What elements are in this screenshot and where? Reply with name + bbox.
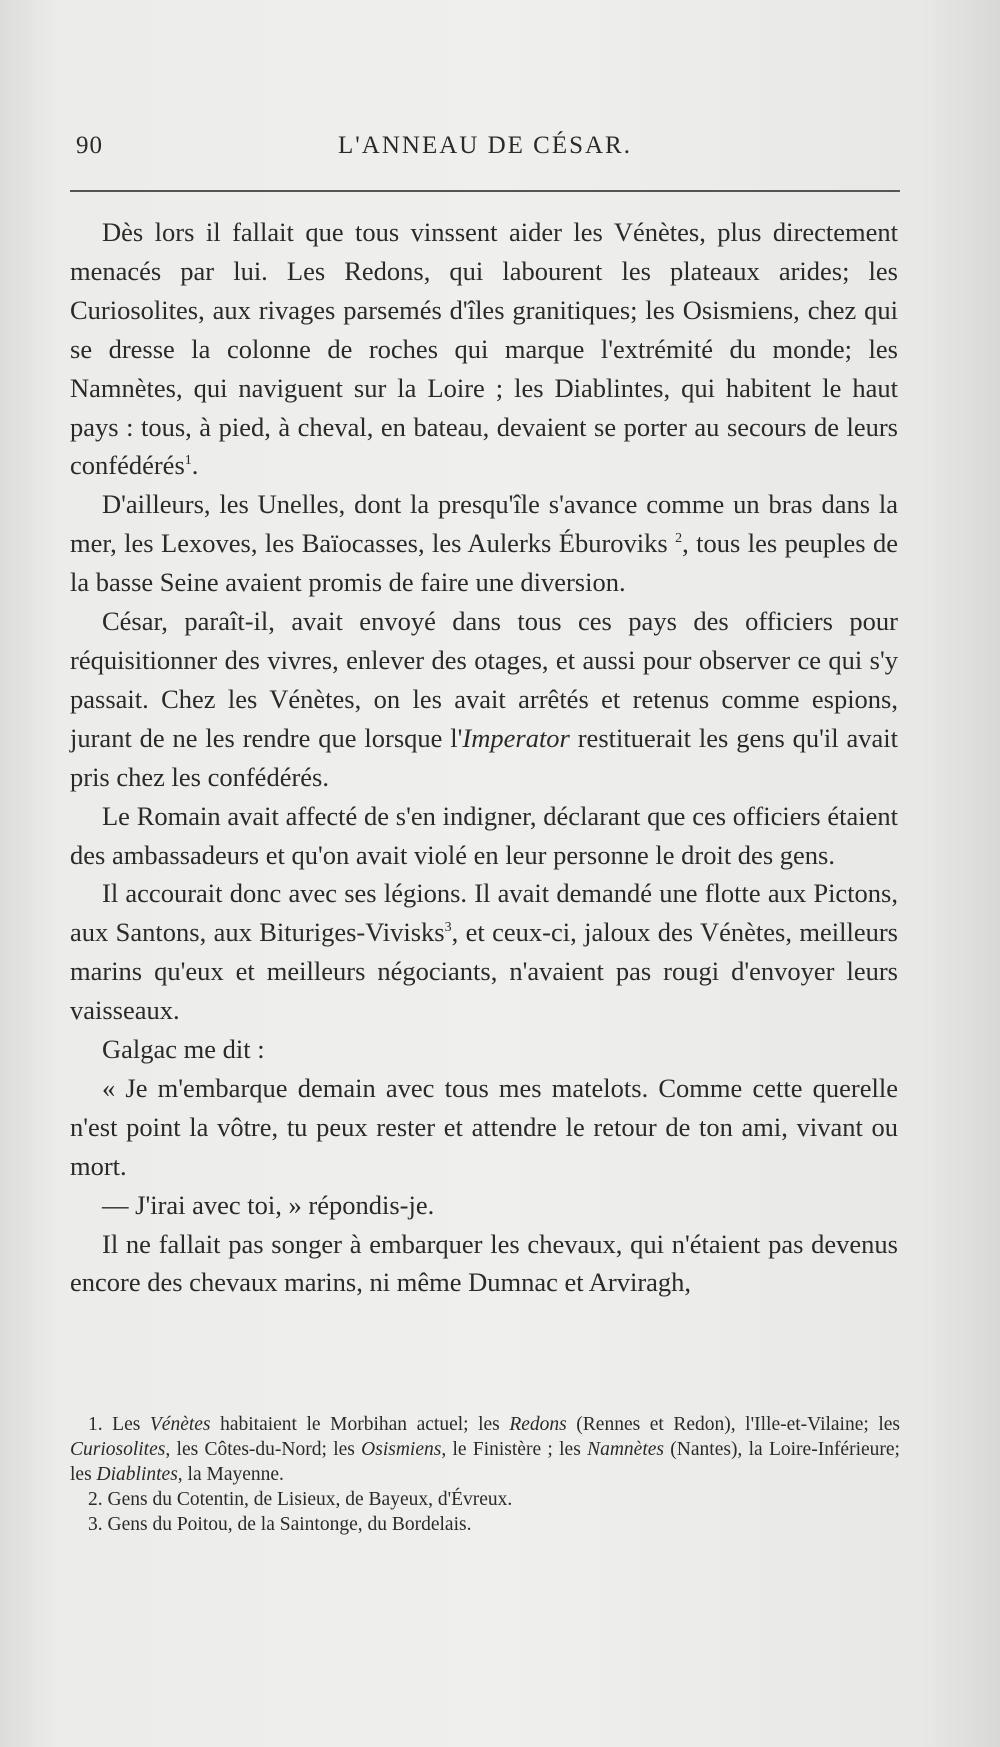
- paragraph: [70, 1186, 898, 1225]
- text-run: Galgac me dit :: [102, 1034, 265, 1065]
- paragraph: [70, 1225, 898, 1303]
- italic-text: Namnètes: [587, 1439, 664, 1460]
- italic-text: Curiosolites: [70, 1439, 166, 1460]
- text-run: , tous les peuples de la basse Seine avaient promis de faire une diversion.: [70, 528, 899, 598]
- footnote-ref: 2: [675, 531, 683, 547]
- text-run: 2. Gens du Cotentin, de Lisieux, de Bayeux, d'Évreux.: [88, 1489, 513, 1510]
- running-title: L'ANNEAU DE CÉSAR.: [338, 132, 632, 159]
- italic-text: Redons: [509, 1414, 567, 1435]
- text-run: César, paraît-il, avait envoyé dans tous ces pays des officiers pour réquisitionner des vivres, enlever des otages, et aussi pour observer ce qui s'y passait. Chez les Vénètes, on les avait arrêtés et retenus comme espions, jurant de ne les rendre que lorsque l': [70, 606, 898, 753]
- footnote: [70, 1487, 900, 1512]
- text-run: « Je m'embarque demain avec tous mes matelots. Comme cette querelle n'est point la vôtre, tu peux rester et attendre le retour de ton ami, vivant ou mort.: [70, 1072, 898, 1181]
- footnotes: [70, 1412, 900, 1537]
- page-number: 90: [76, 132, 103, 159]
- paragraph: [70, 1069, 898, 1186]
- text-run: habitaient le Morbihan actuel; les: [210, 1414, 510, 1435]
- text-run: restituerait les gens qu'il avait pris chez les confédérés.: [70, 722, 899, 792]
- italic-text: Vénètes: [149, 1414, 211, 1435]
- text-run: 3. Gens du Poitou, de la Saintonge, du Bordelais.: [88, 1514, 472, 1535]
- text-run: D'ailleurs, les Unelles, dont la presqu'île s'avance comme un bras dans la mer, les Lexoves, les Baïocasses, les Aulerks Éburoviks: [70, 489, 898, 559]
- italic-text: Diablintes: [96, 1464, 178, 1485]
- text-run: — J'irai avec toi, » répondis-je.: [102, 1189, 435, 1220]
- footnote: [70, 1512, 900, 1537]
- body-text: [70, 213, 898, 1302]
- italic-text: Osismiens: [361, 1439, 442, 1460]
- paragraph: [70, 602, 898, 797]
- text-run: Dès lors il fallait que tous vinssent aider les Vénètes, plus directement menacés par lui. Les Redons, qui labourent les plateaux arides; les Curiosolites, aux rivages parsemés d'îles granitiques; les Osismiens, chez qui se dresse la colonne de roches qui marque l'extrémité du monde; les Namnètes, qui naviguent sur la Loire ; les Diablintes, qui habitent le haut pays : tous, à pied, à cheval, en bateau, devaient se porter au secours de leurs confédérés: [70, 217, 898, 481]
- text-run: 1. Les: [88, 1414, 150, 1435]
- text-run: .: [191, 450, 199, 481]
- italic-text: Imperator: [462, 722, 570, 753]
- text-run: (Nantes), la Loire-Inférieure; les: [70, 1439, 900, 1485]
- text-run: Il accourait donc avec ses légions. Il avait demandé une flotte aux Pictons, aux Santons, aux Bituriges-Vivisks: [70, 878, 898, 948]
- header-rule: [70, 190, 900, 192]
- text-run: , le Finistère ; les: [441, 1439, 588, 1460]
- text-run: , la Mayenne.: [177, 1464, 284, 1485]
- footnote-ref: 1: [184, 453, 192, 469]
- footnote-ref: 3: [444, 920, 452, 936]
- paragraph: [70, 797, 898, 875]
- footnote: [70, 1412, 900, 1487]
- text-run: Il ne fallait pas songer à embarquer les chevaux, qui n'étaient pas devenus encore des chevaux marins, ni même Dumnac et Arviragh,: [70, 1228, 898, 1298]
- text-run: Le Romain avait affecté de s'en indigner, déclarant que ces officiers étaient des ambassadeurs et qu'on avait violé en leur personne le droit des gens.: [70, 800, 898, 870]
- text-run: , et ceux-ci, jaloux des Vénètes, meilleurs marins qu'eux et meilleurs négociants, n'avaient pas rougi d'envoyer leurs vaisseaux.: [70, 917, 898, 1026]
- paragraph: [70, 1030, 898, 1069]
- paragraph: [70, 874, 898, 1030]
- page-header: [70, 132, 900, 166]
- paragraph: [70, 213, 898, 485]
- text-run: (Rennes et Redon), l'Ille-et-Vilaine; les: [566, 1414, 901, 1435]
- paragraph: [70, 485, 898, 602]
- text-run: , les Côtes-du-Nord; les: [165, 1439, 362, 1460]
